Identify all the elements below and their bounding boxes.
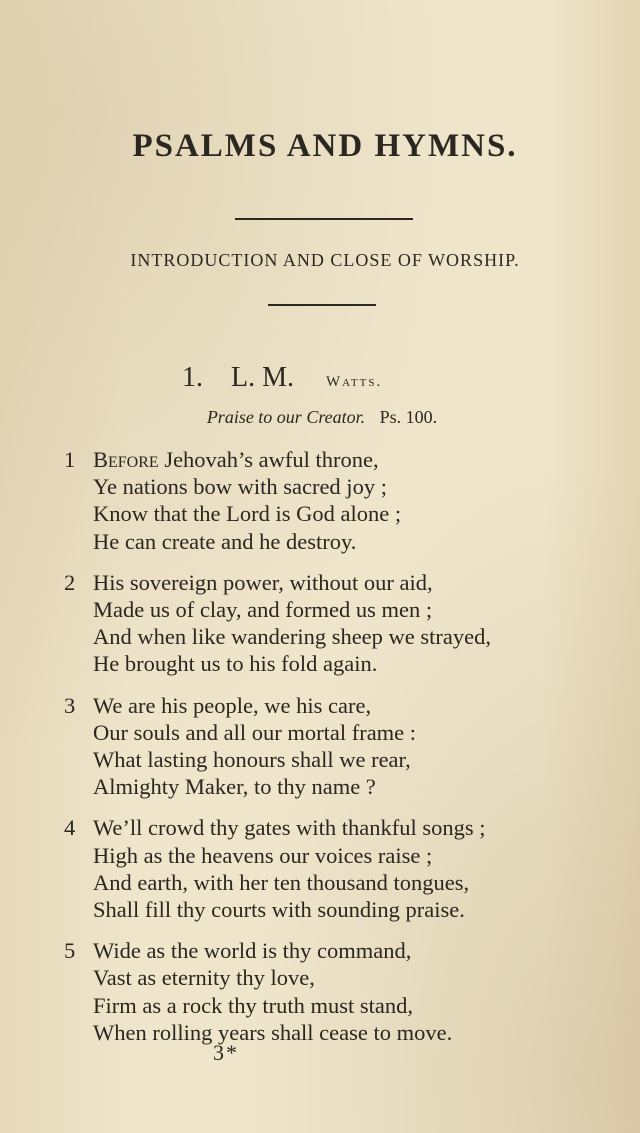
verse-line: High as the heavens our voices raise ; <box>93 842 433 868</box>
verse-line: Firm as a rock thy truth must stand, <box>93 992 413 1018</box>
verse-line: Know that the Lord is God alone ; <box>93 501 402 527</box>
hymn-subheading <box>0 407 640 428</box>
hymn-subject: Praise to our Creator. <box>206 407 366 427</box>
stanza-number: 2 <box>64 569 76 595</box>
verse-line: He brought us to his fold again. <box>93 651 378 677</box>
stanza <box>64 692 634 801</box>
stanza <box>64 446 634 555</box>
verse-line: Vast as eternity thy love, <box>93 965 315 991</box>
title-divider <box>235 218 413 220</box>
hymn-header <box>182 362 382 394</box>
verse-line: He can create and he destroy. <box>93 528 357 554</box>
verse-line: What lasting honours shall we rear, <box>93 747 411 773</box>
verse-line: When rolling years shall cease to move. <box>93 1019 453 1045</box>
opening-word: Before <box>93 447 159 472</box>
verse-line: His sovereign power, without our aid, <box>93 569 433 595</box>
section-heading: INTRODUCTION AND CLOSE OF WORSHIP. <box>130 250 520 270</box>
verse-line: Almighty Maker, to thy name ? <box>93 774 376 800</box>
verse-line: We’ll crowd thy gates with thankful songs ; <box>93 815 486 841</box>
stanza-number: 1 <box>64 447 76 472</box>
printer-signature-mark: 3* <box>213 1040 239 1065</box>
verse-line: Our souls and all our mortal frame : <box>93 719 417 745</box>
section-divider <box>268 304 376 306</box>
verse-line-rest: Jehovah’s awful throne, <box>158 447 379 472</box>
stanza <box>64 937 634 1046</box>
verse-line <box>93 446 634 473</box>
verse-line: Wide as the world is thy command, <box>93 938 412 964</box>
scripture-reference: Ps. 100. <box>379 407 438 427</box>
hymn-stanzas <box>64 446 634 1060</box>
hymn-number: 1. <box>182 362 203 393</box>
verse-line: And earth, with her ten thousand tongues, <box>93 869 470 895</box>
verse-line: Ye nations bow with sacred joy ; <box>93 474 387 500</box>
verse-line: Shall fill thy courts with sounding praise. <box>93 897 465 923</box>
verse-line: And when like wandering sheep we strayed, <box>93 624 492 650</box>
stanza <box>64 569 634 678</box>
hymn-meter: L. M. <box>231 362 294 393</box>
page-title: PSALMS AND HYMNS. <box>132 128 518 164</box>
verse-line: We are his people, we his care, <box>93 692 372 718</box>
stanza <box>64 814 634 923</box>
hymn-author: Watts. <box>326 374 383 390</box>
stanza-number: 5 <box>64 938 76 964</box>
stanza-number: 4 <box>64 815 76 841</box>
verse-line: Made us of clay, and formed us men ; <box>93 597 433 623</box>
stanza-number: 3 <box>64 692 76 718</box>
